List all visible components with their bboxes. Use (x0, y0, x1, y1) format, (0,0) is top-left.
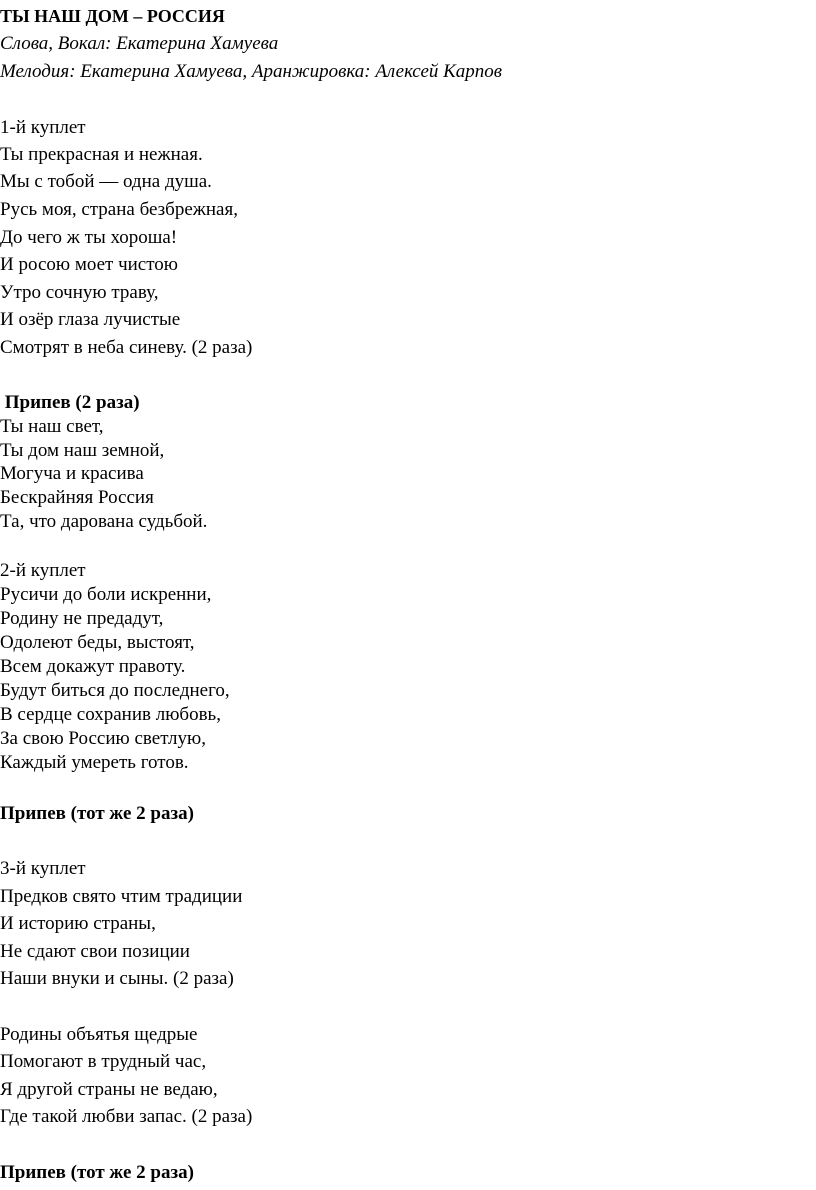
chorus-repeat-heading: Припев (тот же 2 раза) (0, 1162, 194, 1183)
credits-words: Слова, Вокал: Екатерина Хамуева (0, 33, 279, 54)
lyric-line: Бескрайняя Россия (0, 487, 154, 508)
lyric-line: Мы с тобой — одна душа. (0, 171, 212, 192)
lyric-line: И росою моет чистою (0, 254, 178, 275)
lyric-line: Не сдают свои позиции (0, 941, 190, 962)
lyric-line: Русичи до боли искренни, (0, 584, 212, 605)
lyric-line: Наши внуки и сыны. (2 раза) (0, 968, 234, 989)
verse1-heading: 1-й куплет (0, 117, 86, 138)
lyric-line: Ты прекрасная и нежная. (0, 144, 203, 165)
verse3-heading: 3-й куплет (0, 858, 86, 879)
lyric-line: Родины объятья щедрые (0, 1024, 198, 1045)
lyric-line: Русь моя, страна безбрежная, (0, 199, 238, 220)
lyric-line: Каждый умереть готов. (0, 752, 189, 773)
lyric-line: И озёр глаза лучистые (0, 309, 181, 330)
lyric-line: В сердце сохранив любовь, (0, 704, 221, 725)
lyric-line: Ты наш свет, (0, 416, 104, 437)
lyric-line: Будут биться до последнего, (0, 680, 230, 701)
lyric-line: Помогают в трудный час, (0, 1051, 207, 1072)
chorus-repeat-heading: Припев (тот же 2 раза) (0, 803, 194, 824)
lyric-line: Я другой страны не ведаю, (0, 1079, 218, 1100)
lyric-line: Всем докажут правоту. (0, 656, 186, 677)
lyric-line: До чего ж ты хороша! (0, 227, 178, 248)
lyric-line: Родину не предадут, (0, 608, 164, 629)
lyric-line: За свою Россию светлую, (0, 728, 206, 749)
lyric-line: Ты дом наш земной, (0, 440, 165, 461)
lyric-line: Смотрят в неба синеву. (2 раза) (0, 337, 253, 358)
lyric-line: Где такой любви запас. (2 раза) (0, 1106, 253, 1127)
lyric-line: Та, что дарована судьбой. (0, 511, 208, 532)
lyric-line: Одолеют беды, выстоят, (0, 632, 195, 653)
credits-music: Мелодия: Екатерина Хамуева, Аранжировка: Алексей Карпов (0, 61, 503, 82)
lyric-line: И историю страны, (0, 913, 156, 934)
lyric-line: Могуча и красива (0, 463, 144, 484)
chorus-heading: Припев (2 раза) (0, 392, 140, 413)
song-title: ТЫ НАШ ДОМ – РОССИЯ (0, 6, 225, 26)
lyric-line: Предков свято чтим традиции (0, 886, 243, 907)
lyric-line: Утро сочную траву, (0, 282, 159, 303)
verse2-heading: 2-й куплет (0, 560, 86, 581)
